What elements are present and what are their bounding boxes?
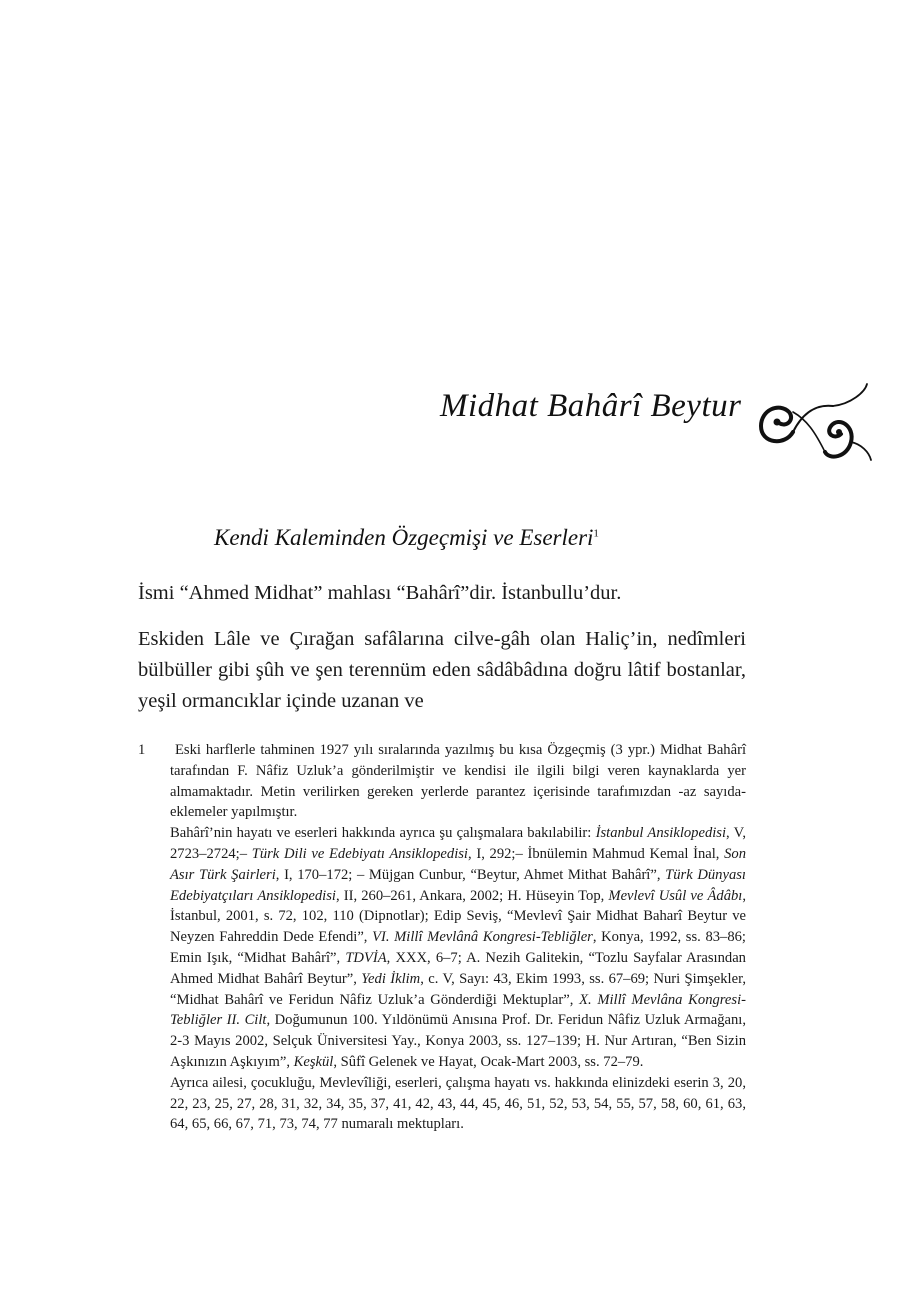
fn-citation-title: Keşkül <box>293 1053 334 1070</box>
footnote-paragraph-3: Ayrıca ailesi, çocukluğu, Mevlevîliği, eserleri, çalışma hayatı vs. hakkında elinizdeki eserin 3, 20, 22, 23, 25, 27, 28, 31, 32, 34, 35, 37, 41, 42, 43, 44, 45, 46, 51, 52, 53, 54, 55, 57, 58, 60, 61, 63, 64, 65, 66, 67, 71, 73, 74, 77 numaralı mektupları. <box>170 1074 746 1133</box>
footnote-paragraph-1: Eski harflerle tahminen 1927 yılı sıralarında yazılmış bu kısa Özgeçmiş (3 ypr.) Midhat Bahârî tarafından F. Nâfiz Uzluk’a gönderilmiştir ve kendisi ile ilgili bilgi veren kaynaklarda yer almamaktadır. Metin verilirken gereken yerlerde parantez içerisinde tarafımızdan -az sayıda- eklemeler yapılmıştır. <box>170 742 746 821</box>
body-paragraph-1: İsmi “Ahmed Midhat” mahlası “Bahârî”dir. İstanbullu’dur. <box>138 582 622 604</box>
fn-citation-title: Mevlevî Usûl ve Âdâbı <box>608 887 743 904</box>
fn-citation-title: X. Millî Mevlâna Kongresi-Tebliğler II. Cilt <box>170 991 746 1029</box>
fn-text: , İstanbul, 2001, s. 72, 102, 110 (Dipnotlar); Edip Seviş, “Mevlevî Şair Midhat Baharî Beytur ve Neyzen Fahreddin Dede Efendi”, <box>170 887 746 946</box>
fn-text: , II, 260–261, Ankara, 2002; H. Hüseyin Top, <box>335 887 609 904</box>
fn-citation-title: İstanbul Ansiklopedisi <box>595 825 727 842</box>
fn-text: , I, 170–172; – Müjgan Cunbur, “Beytur, Ahmet Mithat Bahârî”, <box>275 866 666 883</box>
fn-text: , V, 2723–2724;– <box>170 825 746 862</box>
scroll-ornament-icon <box>755 382 875 462</box>
footnote-body <box>170 740 746 1135</box>
fn-text: , Konya, 1992, ss. 83–86; Emin Işık, “Midhat Bahârî”, <box>170 929 746 966</box>
fn-citation-title: Türk Dili ve Edebiyatı Ansiklopedisi <box>251 845 468 862</box>
chapter-title: Midhat Bahârî Beytur <box>440 388 742 424</box>
footnote-ref[interactable]: 1 <box>593 527 599 540</box>
fn-text: , Sûfî Gelenek ve Hayat, Ocak-Mart 2003, ss. 72–79. <box>333 1053 644 1070</box>
fn-text: , XXX, 6–7; A. Nezih Galitekin, “Tozlu Sayfalar Arasından Ahmed Midhat Bahârî Beytur”, <box>170 949 746 987</box>
fn-citation-title: VI. Millî Mevlânâ Kongresi-Tebliğler <box>372 929 593 946</box>
fn-citation-title: TDVİA <box>345 949 387 966</box>
fn-text: Bahârî’nin hayatı ve eserleri hakkında ayrıca şu çalışmalara bakılabilir: <box>170 825 596 842</box>
fn-text: , I, 292;– İbnülemin Mahmud Kemal İnal, <box>468 845 725 862</box>
section-heading-text: Kendi Kaleminden Özgeçmişi ve Eserleri <box>214 525 594 550</box>
fn-citation-title: Türk Dünyası Edebiyatçıları Ansiklopedisi <box>170 866 746 904</box>
footnote-section <box>138 740 746 1135</box>
section-heading <box>214 525 714 551</box>
footnote-paragraph-2 <box>170 823 746 1073</box>
footnote-number: 1 <box>138 742 146 758</box>
fn-text: , Doğumunun 100. Yıldönümü Anısına Prof. Dr. Feridun Nâfiz Uzluk Armağanı, 2-3 Mayıs 2002, Selçuk Üniversitesi Yay., Konya 2003, ss. 127–139; H. Nur Artıran, “Ben Sizin Aşkınızın Aşkıyım”, <box>170 1012 746 1070</box>
body-paragraph-2: Eskiden Lâle ve Çırağan safâlarına cilve-gâh olan Haliç’in, nedîmleri bülbüller gibi şûh ve şen terennüm eden sâdâbâdına doğru lâtif bostanlar, yeşil ormancıklar içinde uzanan ve <box>138 628 746 712</box>
fn-text: , c. V, Sayı: 43, Ekim 1993, ss. 67–69; Nuri Şimşekler, “Midhat Bahârî ve Feridun Nâfiz Uzluk’a Gönderdiği Mektuplar”, <box>170 970 746 1008</box>
fn-citation-title: Son Asır Türk Şairleri <box>170 845 747 883</box>
fn-citation-title: Yedi İklim <box>361 970 421 987</box>
